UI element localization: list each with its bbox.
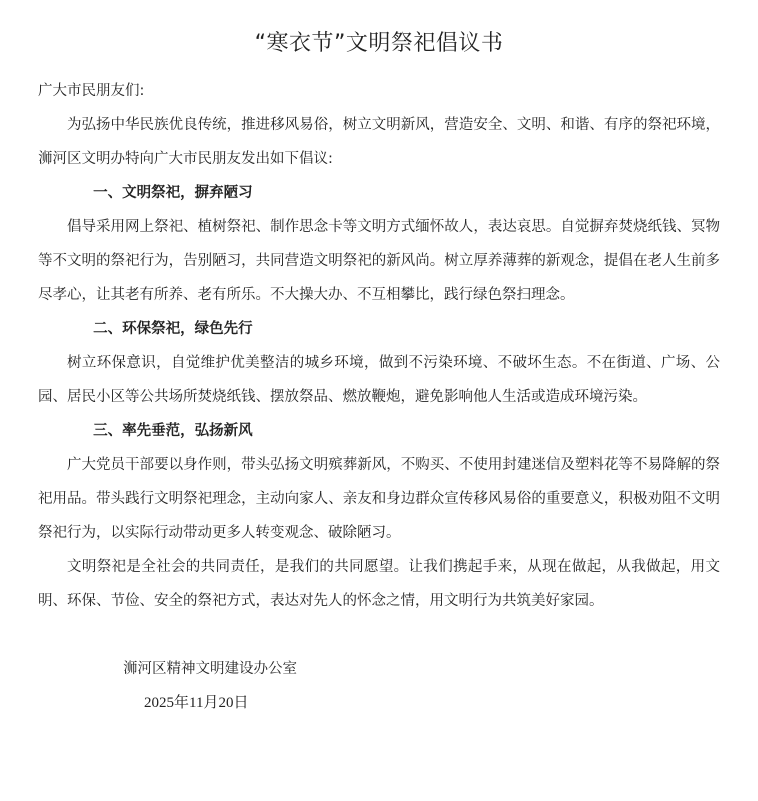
section-body-3: 广大党员干部要以身作则，带头弘扬文明殡葬新风，不购买、不使用封建迷信及塑料花等不易降解的祭祀用品。带头践行文明祭祀理念，主动向家人、亲友和身边群众宣传移风易俗的重要意义，积极劝阻不文明祭祀行为，以实际行动带动更多人转变观念、破除陋习。 xyxy=(38,457,720,541)
signature-office: 浉河区精神文明建设办公室 xyxy=(123,661,297,677)
section-heading-2: 二、环保祭祀，绿色先行 xyxy=(93,321,253,337)
salutation: 广大市民朋友们: xyxy=(38,83,145,99)
section-heading-1: 一、文明祭祀，摒弃陋习 xyxy=(93,185,253,201)
section-heading-3: 三、率先垂范，弘扬新风 xyxy=(93,423,253,439)
intro-paragraph: 为弘扬中华民族优良传统，推进移风易俗，树立文明新风，营造安全、文明、和谐、有序的祭祀环境，浉河区文明办特向广大市民朋友发出如下倡议: xyxy=(38,117,720,167)
signature-date: 2025年11月20日 xyxy=(144,695,249,711)
signature-spacer xyxy=(38,618,720,652)
proposal-document xyxy=(38,26,720,720)
section-body-1: 倡导采用网上祭祀、植树祭祀、制作思念卡等文明方式缅怀故人，表达哀思。自觉摒弃焚烧纸钱、冥物等不文明的祭祀行为，告别陋习，共同营造文明祭祀的新风尚。树立厚养薄葬的新观念，提倡在老人生前多尽孝心，让其老有所养、老有所乐。不大操大办、不互相攀比，践行绿色祭扫理念。 xyxy=(38,219,720,303)
document-title: “寒衣节”文明祭祀倡议书 xyxy=(254,31,504,56)
closing-paragraph: 文明祭祀是全社会的共同责任，是我们的共同愿望。让我们携起手来，从现在做起，从我做起，用文明、环保、节俭、安全的祭祀方式，表达对先人的怀念之情，用文明行为共筑美好家园。 xyxy=(38,559,720,609)
section-body-2: 树立环保意识，自觉维护优美整洁的城乡环境，做到不污染环境、不破坏生态。不在街道、广场、公园、居民小区等公共场所焚烧纸钱、摆放祭品、燃放鞭炮，避免影响他人生活或造成环境污染。 xyxy=(38,355,720,405)
